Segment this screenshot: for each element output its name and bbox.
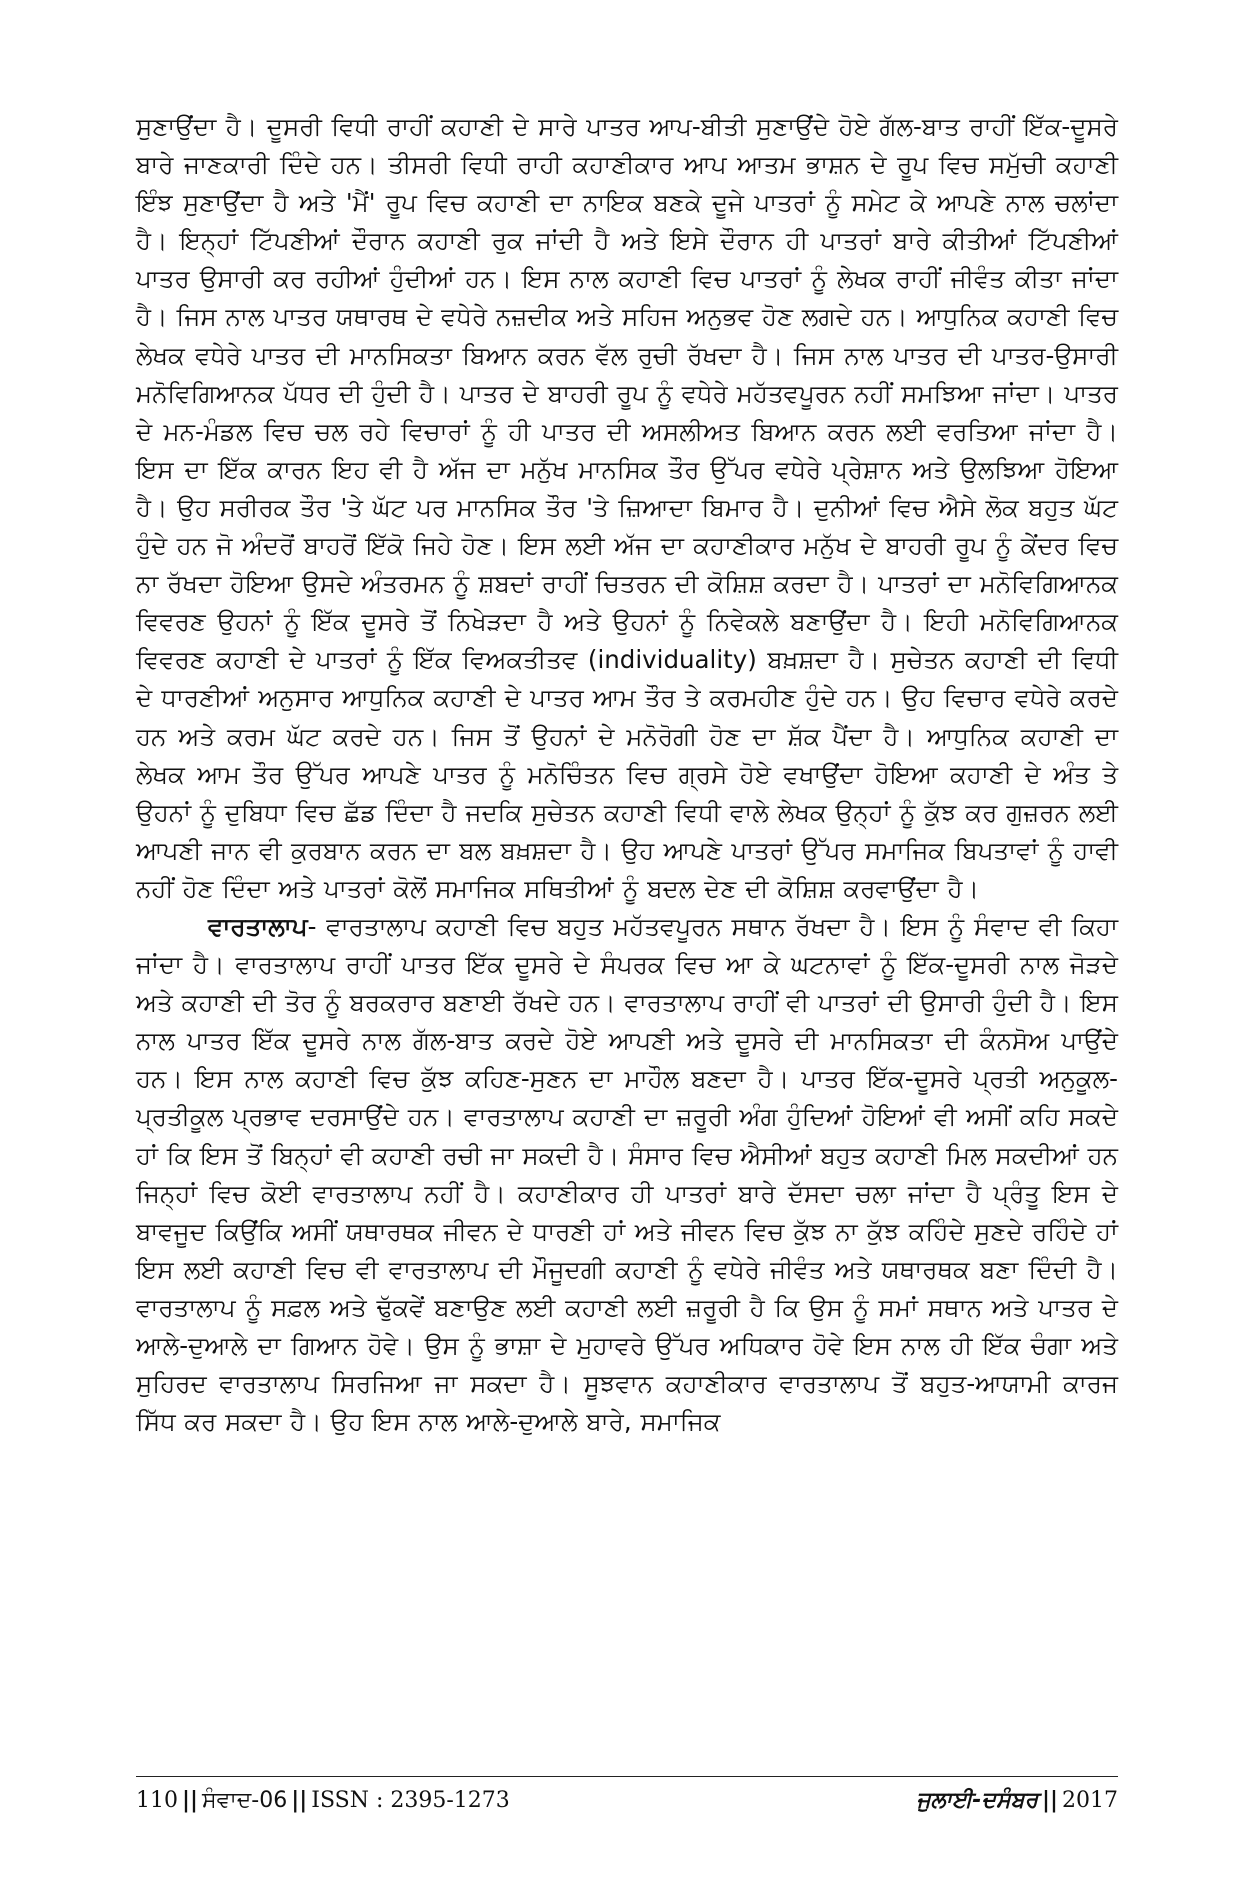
- issn: ISSN : 2395-1273: [311, 1788, 510, 1813]
- page-number: 110: [136, 1788, 178, 1813]
- page-footer: [136, 1776, 1118, 1817]
- footer-separator: ||: [291, 1787, 308, 1813]
- paragraph-dialogue: [136, 908, 1118, 1441]
- issue-year: 2017: [1062, 1788, 1118, 1813]
- issue-period: ਜੁਲਾਈ-ਦਸੰਬਰ: [916, 1788, 1038, 1813]
- section-heading-dialogue: ਵਾਰਤਾਲਾਪ: [208, 911, 308, 941]
- footer-separator: ||: [182, 1787, 199, 1813]
- footer-separator: ||: [1041, 1787, 1058, 1813]
- footer-left: [136, 1787, 510, 1813]
- journal-name: ਸੰਵਾਦ-06: [202, 1788, 288, 1813]
- paragraph-dialogue-text: - ਵਾਰਤਾਲਾਪ ਕਹਾਣੀ ਵਿਚ ਬਹੁਤ ਮਹੱਤਵਪੂਰਨ ਸਥਾਨ ਰੱਖਦਾ ਹੈ। ਇਸ ਨੂੰ ਸੰਵਾਦ ਵੀ ਕਿਹਾ ਜਾਂਦਾ ਹੈ। ਵਾਰਤਾਲਾਪ ਰਾਹੀਂ ਪਾਤਰ ਇੱਕ ਦੂਸਰੇ ਦੇ ਸੰਪਰਕ ਵਿਚ ਆ ਕੇ ਘਟਨਾਵਾਂ ਨੂੰ ਇੱਕ-ਦੂਸਰੀ ਨਾਲ ਜੋੜਦੇ ਅਤੇ ਕਹਾਣੀ ਦੀ ਤੋਰ ਨੂੰ ਬਰਕਰਾਰ ਬਣਾਈ ਰੱਖਦੇ ਹਨ। ਵਾਰਤਾਲਾਪ ਰਾਹੀਂ ਵੀ ਪਾਤਰਾਂ ਦੀ ਉਸਾਰੀ ਹੁੰਦੀ ਹੈ। ਇਸ ਨਾਲ ਪਾਤਰ ਇੱਕ ਦੂਸਰੇ ਨਾਲ ਗੱਲ-ਬਾਤ ਕਰਦੇ ਹੋਏ ਆਪਣੀ ਅਤੇ ਦੂਸਰੇ ਦੀ ਮਾਨਸਿਕਤਾ ਦੀ ਕੰਨਸੋਅ ਪਾਉਂਦੇ ਹਨ। ਇਸ ਨਾਲ ਕਹਾਣੀ ਵਿਚ ਕੁੱਝ ਕਹਿਣ-ਸੁਣਨ ਦਾ ਮਾਹੌਲ ਬਣਦਾ ਹੈ। ਪਾਤਰ ਇੱਕ-ਦੂਸਰੇ ਪ੍ਰਤੀ ਅਨੁਕੂਲ-ਪ੍ਰਤੀਕੂਲ ਪ੍ਰਭਾਵ ਦਰਸਾਉਂਦੇ ਹਨ। ਵਾਰਤਾਲਾਪ ਕਹਾਣੀ ਦਾ ਜ਼ਰੂਰੀ ਅੰਗ ਹੁੰਦਿਆਂ ਹੋਇਆਂ ਵੀ ਅਸੀਂ ਕਹਿ ਸਕਦੇ ਹਾਂ ਕਿ ਇਸ ਤੋਂ ਬਿਨ੍ਹਾਂ ਵੀ ਕਹਾਣੀ ਰਚੀ ਜਾ ਸਕਦੀ ਹੈ। ਸੰਸਾਰ ਵਿਚ ਐਸੀਆਂ ਬਹੁਤ ਕਹਾਣੀ ਮਿਲ ਸਕਦੀਆਂ ਹਨ ਜਿਨ੍ਹਾਂ ਵਿਚ ਕੋਈ ਵਾਰਤਾਲਾਪ ਨਹੀਂ ਹੈ। ਕਹਾਣੀਕਾਰ ਹੀ ਪਾਤਰਾਂ ਬਾਰੇ ਦੱਸਦਾ ਚਲਾ ਜਾਂਦਾ ਹੈ ਪ੍ਰੰਤੂ ਇਸ ਦੇ ਬਾਵਜੂਦ ਕਿਉਂਕਿ ਅਸੀਂ ਯਥਾਰਥਕ ਜੀਵਨ ਦੇ ਧਾਰਣੀ ਹਾਂ ਅਤੇ ਜੀਵਨ ਵਿਚ ਕੁੱਝ ਨਾ ਕੁੱਝ ਕਹਿੰਦੇ ਸੁਣਦੇ ਰਹਿੰਦੇ ਹਾਂ ਇਸ ਲਈ ਕਹਾਣੀ ਵਿਚ ਵੀ ਵਾਰਤਾਲਾਪ ਦੀ ਮੌਜੂਦਗੀ ਕਹਾਣੀ ਨੂੰ ਵਧੇਰੇ ਜੀਵੰਤ ਅਤੇ ਯਥਾਰਥਕ ਬਣਾ ਦਿੰਦੀ ਹੈ। ਵਾਰਤਾਲਾਪ ਨੂੰ ਸਫ਼ਲ ਅਤੇ ਢੁੱਕਵੇਂ ਬਣਾਉਣ ਲਈ ਕਹਾਣੀ ਲਈ ਜ਼ਰੂਰੀ ਹੈ ਕਿ ਉਸ ਨੂੰ ਸਮਾਂ ਸਥਾਨ ਅਤੇ ਪਾਤਰ ਦੇ ਆਲੇ-ਦੁਆਲੇ ਦਾ ਗਿਆਨ ਹੋਵੇ। ਉਸ ਨੂੰ ਭਾਸ਼ਾ ਦੇ ਮੁਹਾਵਰੇ ਉੱਪਰ ਅਧਿਕਾਰ ਹੋਵੇ ਇਸ ਨਾਲ ਹੀ ਇੱਕ ਚੰਗਾ ਅਤੇ ਸੁਹਿਰਦ ਵਾਰਤਾਲਾਪ ਸਿਰਜਿਆ ਜਾ ਸਕਦਾ ਹੈ। ਸੂਝਵਾਨ ਕਹਾਣੀਕਾਰ ਵਾਰਤਾਲਾਪ ਤੋਂ ਬਹੁਤ-ਆਯਾਮੀ ਕਾਰਜ ਸਿੱਧ ਕਰ ਸਕਦਾ ਹੈ। ਉਹ ਇਸ ਨਾਲ ਆਲੇ-ਦੁਆਲੇ ਬਾਰੇ, ਸਮਾਜਿਕ: [136, 911, 1118, 1437]
- paragraph-characterization: ਸੁਣਾਉਂਦਾ ਹੈ। ਦੂਸਰੀ ਵਿਧੀ ਰਾਹੀਂ ਕਹਾਣੀ ਦੇ ਸਾਰੇ ਪਾਤਰ ਆਪ-ਬੀਤੀ ਸੁਣਾਉਂਦੇ ਹੋਏ ਗੱਲ-ਬਾਤ ਰਾਹੀਂ ਇੱਕ-ਦੂਸਰੇ ਬਾਰੇ ਜਾਣਕਾਰੀ ਦਿੰਦੇ ਹਨ। ਤੀਸਰੀ ਵਿਧੀ ਰਾਹੀ ਕਹਾਣੀਕਾਰ ਆਪ ਆਤਮ ਭਾਸ਼ਨ ਦੇ ਰੂਪ ਵਿਚ ਸਮੁੱਚੀ ਕਹਾਣੀ ਇੰਝ ਸੁਣਾਉਂਦਾ ਹੈ ਅਤੇ 'ਮੈਂ' ਰੂਪ ਵਿਚ ਕਹਾਣੀ ਦਾ ਨਾਇਕ ਬਣਕੇ ਦੂਜੇ ਪਾਤਰਾਂ ਨੂੰ ਸਮੇਟ ਕੇ ਆਪਣੇ ਨਾਲ ਚਲਾਂਦਾ ਹੈ। ਇਨ੍ਹਾਂ ਟਿੱਪਣੀਆਂ ਦੌਰਾਨ ਕਹਾਣੀ ਰੁਕ ਜਾਂਦੀ ਹੈ ਅਤੇ ਇਸੇ ਦੌਰਾਨ ਹੀ ਪਾਤਰਾਂ ਬਾਰੇ ਕੀਤੀਆਂ ਟਿੱਪਣੀਆਂ ਪਾਤਰ ਉਸਾਰੀ ਕਰ ਰਹੀਆਂ ਹੁੰਦੀਆਂ ਹਨ। ਇਸ ਨਾਲ ਕਹਾਣੀ ਵਿਚ ਪਾਤਰਾਂ ਨੂੰ ਲੇਖਕ ਰਾਹੀਂ ਜੀਵੰਤ ਕੀਤਾ ਜਾਂਦਾ ਹੈ। ਜਿਸ ਨਾਲ ਪਾਤਰ ਯਥਾਰਥ ਦੇ ਵਧੇਰੇ ਨਜ਼ਦੀਕ ਅਤੇ ਸਹਿਜ ਅਨੁਭਵ ਹੋਣ ਲਗਦੇ ਹਨ। ਆਧੁਨਿਕ ਕਹਾਣੀ ਵਿਚ ਲੇਖਕ ਵਧੇਰੇ ਪਾਤਰ ਦੀ ਮਾਨਸਿਕਤਾ ਬਿਆਨ ਕਰਨ ਵੱਲ ਰੁਚੀ ਰੱਖਦਾ ਹੈ। ਜਿਸ ਨਾਲ ਪਾਤਰ ਦੀ ਪਾਤਰ-ਉਸਾਰੀ ਮਨੋਵਿਗਿਆਨਕ ਪੱਧਰ ਦੀ ਹੁੰਦੀ ਹੈ। ਪਾਤਰ ਦੇ ਬਾਹਰੀ ਰੂਪ ਨੂੰ ਵਧੇਰੇ ਮਹੱਤਵਪੂਰਨ ਨਹੀਂ ਸਮਝਿਆ ਜਾਂਦਾ। ਪਾਤਰ ਦੇ ਮਨ-ਮੰਡਲ ਵਿਚ ਚਲ ਰਹੇ ਵਿਚਾਰਾਂ ਨੂੰ ਹੀ ਪਾਤਰ ਦੀ ਅਸਲੀਅਤ ਬਿਆਨ ਕਰਨ ਲਈ ਵਰਤਿਆ ਜਾਂਦਾ ਹੈ। ਇਸ ਦਾ ਇੱਕ ਕਾਰਨ ਇਹ ਵੀ ਹੈ ਅੱਜ ਦਾ ਮਨੁੱਖ ਮਾਨਸਿਕ ਤੌਰ ਉੱਪਰ ਵਧੇਰੇ ਪ੍ਰੇਸ਼ਾਨ ਅਤੇ ਉਲਝਿਆ ਹੋਇਆ ਹੈ। ਉਹ ਸਰੀਰਕ ਤੌਰ 'ਤੇ ਘੱਟ ਪਰ ਮਾਨਸਿਕ ਤੌਰ 'ਤੇ ਜ਼ਿਆਦਾ ਬਿਮਾਰ ਹੈ। ਦੁਨੀਆਂ ਵਿਚ ਐਸੇ ਲੋਕ ਬਹੁਤ ਘੱਟ ਹੁੰਦੇ ਹਨ ਜੋ ਅੰਦਰੋਂ ਬਾਹਰੋਂ ਇੱਕੋ ਜਿਹੇ ਹੋਣ। ਇਸ ਲਈ ਅੱਜ ਦਾ ਕਹਾਣੀਕਾਰ ਮਨੁੱਖ ਦੇ ਬਾਹਰੀ ਰੂਪ ਨੂੰ ਕੇਂਦਰ ਵਿਚ ਨਾ ਰੱਖਦਾ ਹੋਇਆ ਉਸਦੇ ਅੰਤਰਮਨ ਨੂੰ ਸ਼ਬਦਾਂ ਰਾਹੀਂ ਚਿਤਰਨ ਦੀ ਕੋਸ਼ਿਸ਼ ਕਰਦਾ ਹੈ। ਪਾਤਰਾਂ ਦਾ ਮਨੋਵਿਗਿਆਨਕ ਵਿਵਰਣ ਉਹਨਾਂ ਨੂੰ ਇੱਕ ਦੂਸਰੇ ਤੋਂ ਨਿਖੇੜਦਾ ਹੈ ਅਤੇ ਉਹਨਾਂ ਨੂੰ ਨਿਵੇਕਲੇ ਬਣਾਉਂਦਾ ਹੈ। ਇਹੀ ਮਨੋਵਿਗਿਆਨਕ ਵਿਵਰਣ ਕਹਾਣੀ ਦੇ ਪਾਤਰਾਂ ਨੂੰ ਇੱਕ ਵਿਅਕਤੀਤਵ (individuality) ਬਖ਼ਸ਼ਦਾ ਹੈ। ਸੁਚੇਤਨ ਕਹਾਣੀ ਦੀ ਵਿਧੀ ਦੇ ਧਾਰਣੀਆਂ ਅਨੁਸਾਰ ਆਧੁਨਿਕ ਕਹਾਣੀ ਦੇ ਪਾਤਰ ਆਮ ਤੌਰ ਤੇ ਕਰਮਹੀਣ ਹੁੰਦੇ ਹਨ। ਉਹ ਵਿਚਾਰ ਵਧੇਰੇ ਕਰਦੇ ਹਨ ਅਤੇ ਕਰਮ ਘੱਟ ਕਰਦੇ ਹਨ। ਜਿਸ ਤੋਂ ਉਹਨਾਂ ਦੇ ਮਨੋਰੋਗੀ ਹੋਣ ਦਾ ਸ਼ੱਕ ਪੈਂਦਾ ਹੈ। ਆਧੁਨਿਕ ਕਹਾਣੀ ਦਾ ਲੇਖਕ ਆਮ ਤੌਰ ਉੱਪਰ ਆਪਣੇ ਪਾਤਰ ਨੂੰ ਮਨੋਚਿੰਤਨ ਵਿਚ ਗ੍ਰਸੇ ਹੋਏ ਵਖਾਉਂਦਾ ਹੋਇਆ ਕਹਾਣੀ ਦੇ ਅੰਤ ਤੇ ਉਹਨਾਂ ਨੂੰ ਦੁਬਿਧਾ ਵਿਚ ਛੱਡ ਦਿੰਦਾ ਹੈ ਜਦਕਿ ਸੁਚੇਤਨ ਕਹਾਣੀ ਵਿਧੀ ਵਾਲੇ ਲੇਖਕ ਉਨ੍ਹਾਂ ਨੂੰ ਕੁੱਝ ਕਰ ਗੁਜ਼ਰਨ ਲਈ ਆਪਣੀ ਜਾਨ ਵੀ ਕੁਰਬਾਨ ਕਰਨ ਦਾ ਬਲ ਬਖ਼ਸ਼ਦਾ ਹੈ। ਉਹ ਆਪਣੇ ਪਾਤਰਾਂ ਉੱਪਰ ਸਮਾਜਿਕ ਬਿਪਤਾਵਾਂ ਨੂੰ ਹਾਵੀ ਨਹੀਂ ਹੋਣ ਦਿੰਦਾ ਅਤੇ ਪਾਤਰਾਂ ਕੋਲੋਂ ਸਮਾਜਿਕ ਸਥਿਤੀਆਂ ਨੂੰ ਬਦਲ ਦੇਣ ਦੀ ਕੋਸ਼ਿਸ਼ ਕਰਵਾਉਂਦਾ ਹੈ।: [136, 112, 1118, 903]
- footer-right: [916, 1787, 1118, 1813]
- page-body: [136, 108, 1118, 1798]
